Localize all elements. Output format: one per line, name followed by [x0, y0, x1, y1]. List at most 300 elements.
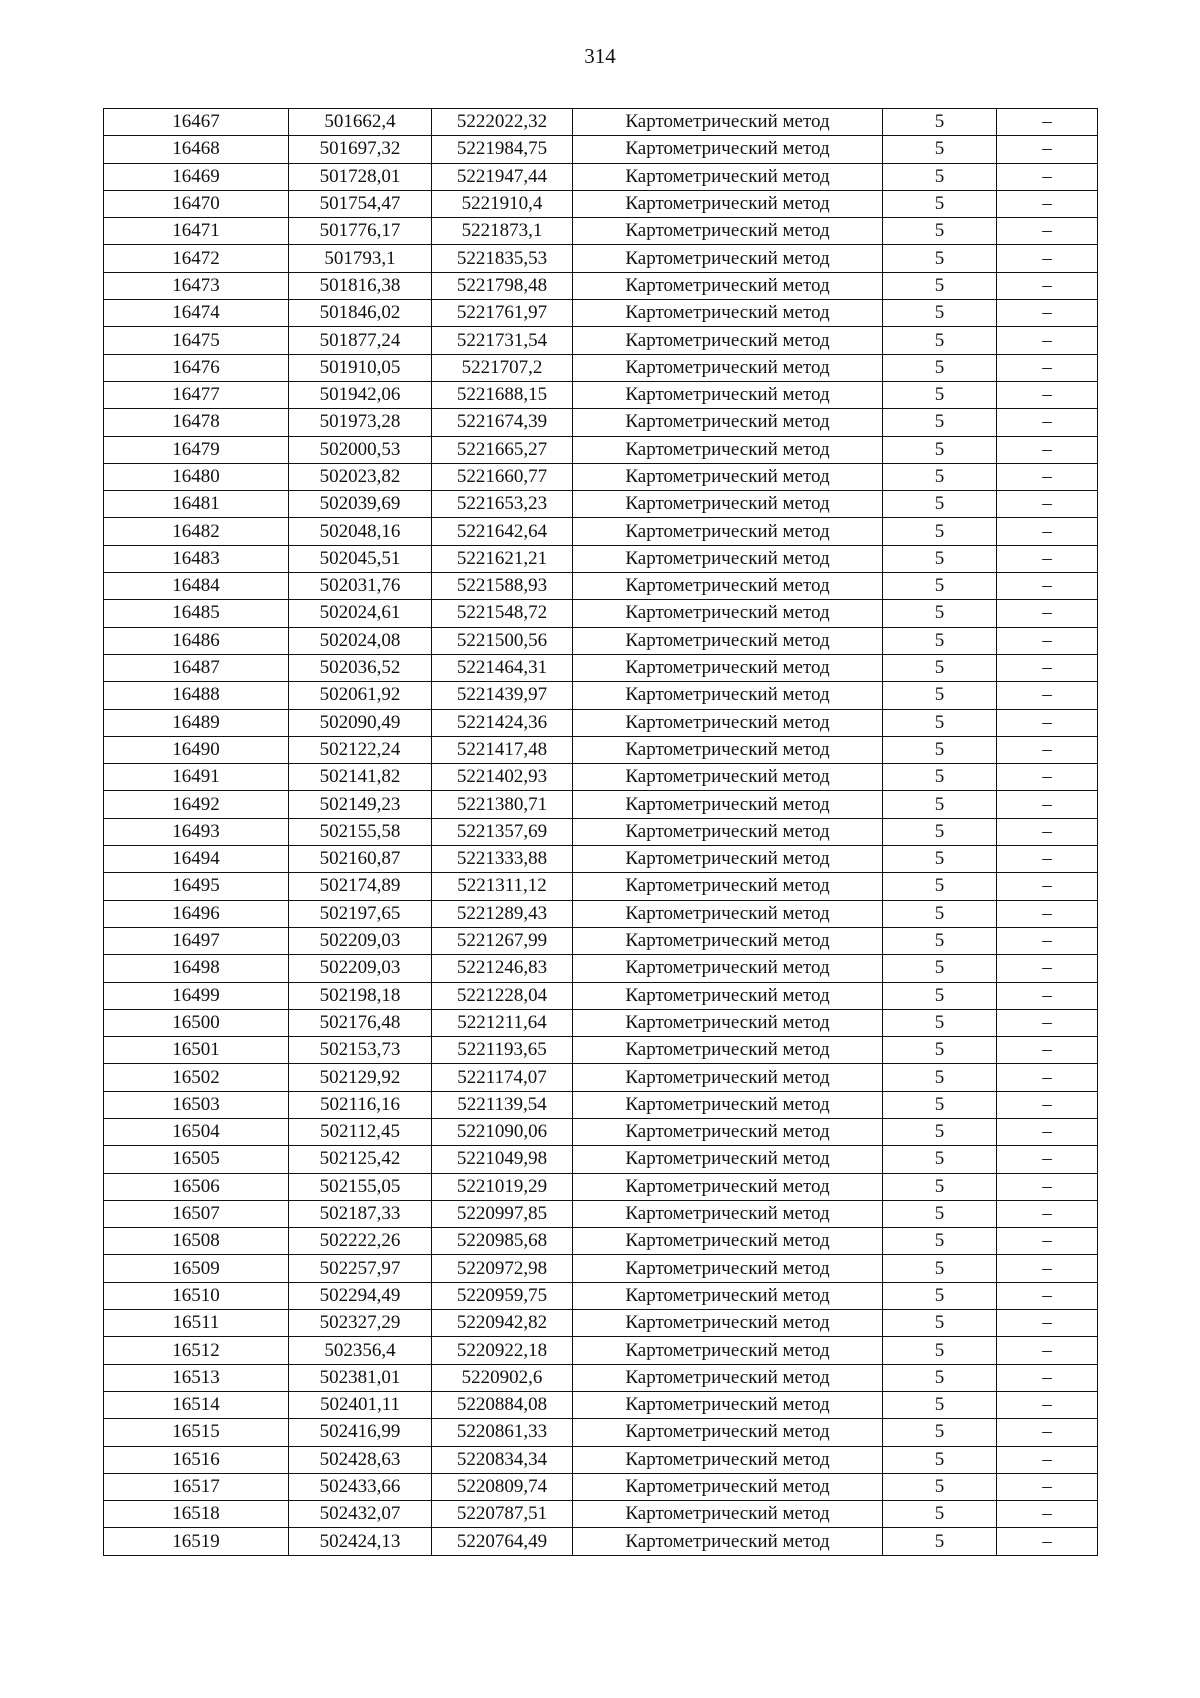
accuracy-cell: 5	[883, 709, 997, 736]
y-coordinate-cell: 5221417,48	[432, 736, 573, 763]
method-cell: Картометрический метод	[573, 982, 883, 1009]
accuracy-cell: 5	[883, 381, 997, 408]
y-coordinate-cell: 5220942,82	[432, 1310, 573, 1337]
x-coordinate-cell: 502036,52	[289, 654, 432, 681]
y-coordinate-cell: 5221761,97	[432, 300, 573, 327]
y-coordinate-cell: 5220809,74	[432, 1473, 573, 1500]
method-cell: Картометрический метод	[573, 1337, 883, 1364]
point-number-cell: 16476	[104, 354, 289, 381]
table-row	[104, 600, 1098, 627]
x-coordinate-cell: 502176,48	[289, 1009, 432, 1036]
x-coordinate-cell: 501728,01	[289, 163, 432, 190]
note-cell: –	[997, 1364, 1098, 1391]
table-row	[104, 1200, 1098, 1227]
y-coordinate-cell: 5221873,1	[432, 218, 573, 245]
table-row	[104, 545, 1098, 572]
note-cell: –	[997, 518, 1098, 545]
method-cell: Картометрический метод	[573, 218, 883, 245]
note-cell: –	[997, 163, 1098, 190]
y-coordinate-cell: 5221500,56	[432, 627, 573, 654]
y-coordinate-cell: 5220884,08	[432, 1391, 573, 1418]
point-number-cell: 16498	[104, 955, 289, 982]
note-cell: –	[997, 463, 1098, 490]
y-coordinate-cell: 5221660,77	[432, 463, 573, 490]
table-row	[104, 109, 1098, 136]
note-cell: –	[997, 982, 1098, 1009]
method-cell: Картометрический метод	[573, 1528, 883, 1555]
point-number-cell: 16510	[104, 1282, 289, 1309]
method-cell: Картометрический метод	[573, 900, 883, 927]
point-number-cell: 16492	[104, 791, 289, 818]
table-row	[104, 654, 1098, 681]
x-coordinate-cell: 502197,65	[289, 900, 432, 927]
table-row	[104, 1064, 1098, 1091]
method-cell: Картометрический метод	[573, 1091, 883, 1118]
method-cell: Картометрический метод	[573, 300, 883, 327]
accuracy-cell: 5	[883, 1391, 997, 1418]
x-coordinate-cell: 502045,51	[289, 545, 432, 572]
note-cell: –	[997, 381, 1098, 408]
y-coordinate-cell: 5221984,75	[432, 136, 573, 163]
accuracy-cell: 5	[883, 436, 997, 463]
table-row	[104, 1255, 1098, 1282]
note-cell: –	[997, 436, 1098, 463]
x-coordinate-cell: 502424,13	[289, 1528, 432, 1555]
accuracy-cell: 5	[883, 409, 997, 436]
x-coordinate-cell: 502155,05	[289, 1173, 432, 1200]
note-cell: –	[997, 109, 1098, 136]
note-cell: –	[997, 846, 1098, 873]
point-number-cell: 16515	[104, 1419, 289, 1446]
point-number-cell: 16471	[104, 218, 289, 245]
table-row	[104, 900, 1098, 927]
table-row	[104, 573, 1098, 600]
note-cell: –	[997, 900, 1098, 927]
method-cell: Картометрический метод	[573, 1118, 883, 1145]
x-coordinate-cell: 502160,87	[289, 846, 432, 873]
point-number-cell: 16516	[104, 1446, 289, 1473]
table-row	[104, 272, 1098, 299]
method-cell: Картометрический метод	[573, 245, 883, 272]
table-row	[104, 190, 1098, 217]
x-coordinate-cell: 502061,92	[289, 682, 432, 709]
x-coordinate-cell: 502209,03	[289, 955, 432, 982]
point-number-cell: 16503	[104, 1091, 289, 1118]
method-cell: Картометрический метод	[573, 1501, 883, 1528]
y-coordinate-cell: 5221424,36	[432, 709, 573, 736]
note-cell: –	[997, 327, 1098, 354]
x-coordinate-cell: 502141,82	[289, 764, 432, 791]
x-coordinate-cell: 502433,66	[289, 1473, 432, 1500]
point-number-cell: 16493	[104, 818, 289, 845]
x-coordinate-cell: 502327,29	[289, 1310, 432, 1337]
coordinates-table	[103, 108, 1098, 1556]
y-coordinate-cell: 5221674,39	[432, 409, 573, 436]
point-number-cell: 16514	[104, 1391, 289, 1418]
method-cell: Картометрический метод	[573, 163, 883, 190]
x-coordinate-cell: 502090,49	[289, 709, 432, 736]
accuracy-cell: 5	[883, 1337, 997, 1364]
x-coordinate-cell: 502039,69	[289, 491, 432, 518]
x-coordinate-cell: 502401,11	[289, 1391, 432, 1418]
y-coordinate-cell: 5221211,64	[432, 1009, 573, 1036]
accuracy-cell: 5	[883, 1310, 997, 1337]
table-row	[104, 245, 1098, 272]
note-cell: –	[997, 791, 1098, 818]
x-coordinate-cell: 501846,02	[289, 300, 432, 327]
accuracy-cell: 5	[883, 627, 997, 654]
x-coordinate-cell: 502222,26	[289, 1228, 432, 1255]
table-row	[104, 327, 1098, 354]
method-cell: Картометрический метод	[573, 873, 883, 900]
y-coordinate-cell: 5221357,69	[432, 818, 573, 845]
table-row	[104, 1337, 1098, 1364]
note-cell: –	[997, 1419, 1098, 1446]
note-cell: –	[997, 654, 1098, 681]
table-row	[104, 1501, 1098, 1528]
table-row	[104, 463, 1098, 490]
method-cell: Картометрический метод	[573, 518, 883, 545]
accuracy-cell: 5	[883, 354, 997, 381]
table-row	[104, 627, 1098, 654]
method-cell: Картометрический метод	[573, 736, 883, 763]
table-row	[104, 409, 1098, 436]
note-cell: –	[997, 1391, 1098, 1418]
y-coordinate-cell: 5220764,49	[432, 1528, 573, 1555]
table-row	[104, 300, 1098, 327]
x-coordinate-cell: 502031,76	[289, 573, 432, 600]
accuracy-cell: 5	[883, 1118, 997, 1145]
y-coordinate-cell: 5220861,33	[432, 1419, 573, 1446]
method-cell: Картометрический метод	[573, 846, 883, 873]
method-cell: Картометрический метод	[573, 1419, 883, 1446]
point-number-cell: 16517	[104, 1473, 289, 1500]
table-row	[104, 764, 1098, 791]
x-coordinate-cell: 501793,1	[289, 245, 432, 272]
accuracy-cell: 5	[883, 109, 997, 136]
note-cell: –	[997, 573, 1098, 600]
table-body	[104, 109, 1098, 1556]
y-coordinate-cell: 5221228,04	[432, 982, 573, 1009]
accuracy-cell: 5	[883, 900, 997, 927]
method-cell: Картометрический метод	[573, 682, 883, 709]
accuracy-cell: 5	[883, 1091, 997, 1118]
note-cell: –	[997, 1337, 1098, 1364]
accuracy-cell: 5	[883, 1501, 997, 1528]
point-number-cell: 16495	[104, 873, 289, 900]
x-coordinate-cell: 502198,18	[289, 982, 432, 1009]
table-row	[104, 736, 1098, 763]
method-cell: Картометрический метод	[573, 381, 883, 408]
x-coordinate-cell: 501816,38	[289, 272, 432, 299]
note-cell: –	[997, 272, 1098, 299]
accuracy-cell: 5	[883, 1446, 997, 1473]
y-coordinate-cell: 5221439,97	[432, 682, 573, 709]
method-cell: Картометрический метод	[573, 600, 883, 627]
accuracy-cell: 5	[883, 873, 997, 900]
note-cell: –	[997, 709, 1098, 736]
y-coordinate-cell: 5221464,31	[432, 654, 573, 681]
y-coordinate-cell: 5220997,85	[432, 1200, 573, 1227]
point-number-cell: 16483	[104, 545, 289, 572]
accuracy-cell: 5	[883, 764, 997, 791]
method-cell: Картометрический метод	[573, 491, 883, 518]
point-number-cell: 16479	[104, 436, 289, 463]
table-row	[104, 518, 1098, 545]
x-coordinate-cell: 502209,03	[289, 927, 432, 954]
y-coordinate-cell: 5221333,88	[432, 846, 573, 873]
accuracy-cell: 5	[883, 491, 997, 518]
table-row	[104, 1364, 1098, 1391]
x-coordinate-cell: 502294,49	[289, 1282, 432, 1309]
y-coordinate-cell: 5221380,71	[432, 791, 573, 818]
point-number-cell: 16506	[104, 1173, 289, 1200]
y-coordinate-cell: 5221588,93	[432, 573, 573, 600]
note-cell: –	[997, 955, 1098, 982]
note-cell: –	[997, 818, 1098, 845]
y-coordinate-cell: 5221688,15	[432, 381, 573, 408]
accuracy-cell: 5	[883, 136, 997, 163]
point-number-cell: 16478	[104, 409, 289, 436]
method-cell: Картометрический метод	[573, 272, 883, 299]
y-coordinate-cell: 5221019,29	[432, 1173, 573, 1200]
accuracy-cell: 5	[883, 545, 997, 572]
method-cell: Картометрический метод	[573, 409, 883, 436]
y-coordinate-cell: 5221267,99	[432, 927, 573, 954]
table-row	[104, 1228, 1098, 1255]
table-row	[104, 791, 1098, 818]
accuracy-cell: 5	[883, 1528, 997, 1555]
x-coordinate-cell: 502122,24	[289, 736, 432, 763]
point-number-cell: 16507	[104, 1200, 289, 1227]
y-coordinate-cell: 5221311,12	[432, 873, 573, 900]
accuracy-cell: 5	[883, 1009, 997, 1036]
y-coordinate-cell: 5221193,65	[432, 1037, 573, 1064]
accuracy-cell: 5	[883, 272, 997, 299]
x-coordinate-cell: 502153,73	[289, 1037, 432, 1064]
accuracy-cell: 5	[883, 846, 997, 873]
accuracy-cell: 5	[883, 163, 997, 190]
method-cell: Картометрический метод	[573, 463, 883, 490]
method-cell: Картометрический метод	[573, 1173, 883, 1200]
x-coordinate-cell: 501662,4	[289, 109, 432, 136]
x-coordinate-cell: 502155,58	[289, 818, 432, 845]
accuracy-cell: 5	[883, 1064, 997, 1091]
point-number-cell: 16494	[104, 846, 289, 873]
method-cell: Картометрический метод	[573, 709, 883, 736]
method-cell: Картометрический метод	[573, 190, 883, 217]
point-number-cell: 16499	[104, 982, 289, 1009]
y-coordinate-cell: 5220985,68	[432, 1228, 573, 1255]
point-number-cell: 16475	[104, 327, 289, 354]
point-number-cell: 16491	[104, 764, 289, 791]
x-coordinate-cell: 501697,32	[289, 136, 432, 163]
note-cell: –	[997, 736, 1098, 763]
accuracy-cell: 5	[883, 1200, 997, 1227]
y-coordinate-cell: 5222022,32	[432, 109, 573, 136]
point-number-cell: 16473	[104, 272, 289, 299]
y-coordinate-cell: 5221621,21	[432, 545, 573, 572]
table-row	[104, 1009, 1098, 1036]
method-cell: Картометрический метод	[573, 1282, 883, 1309]
method-cell: Картометрический метод	[573, 573, 883, 600]
x-coordinate-cell: 502129,92	[289, 1064, 432, 1091]
accuracy-cell: 5	[883, 791, 997, 818]
table-row	[104, 682, 1098, 709]
point-number-cell: 16490	[104, 736, 289, 763]
x-coordinate-cell: 501877,24	[289, 327, 432, 354]
point-number-cell: 16472	[104, 245, 289, 272]
y-coordinate-cell: 5221665,27	[432, 436, 573, 463]
point-number-cell: 16469	[104, 163, 289, 190]
accuracy-cell: 5	[883, 245, 997, 272]
accuracy-cell: 5	[883, 818, 997, 845]
note-cell: –	[997, 300, 1098, 327]
y-coordinate-cell: 5221947,44	[432, 163, 573, 190]
accuracy-cell: 5	[883, 1037, 997, 1064]
method-cell: Картометрический метод	[573, 627, 883, 654]
accuracy-cell: 5	[883, 955, 997, 982]
method-cell: Картометрический метод	[573, 545, 883, 572]
table-row	[104, 873, 1098, 900]
accuracy-cell: 5	[883, 1173, 997, 1200]
x-coordinate-cell: 502125,42	[289, 1146, 432, 1173]
accuracy-cell: 5	[883, 300, 997, 327]
note-cell: –	[997, 1528, 1098, 1555]
table-row	[104, 955, 1098, 982]
method-cell: Картометрический метод	[573, 1255, 883, 1282]
table-row	[104, 1146, 1098, 1173]
table-row	[104, 1282, 1098, 1309]
y-coordinate-cell: 5220972,98	[432, 1255, 573, 1282]
note-cell: –	[997, 1118, 1098, 1145]
x-coordinate-cell: 502257,97	[289, 1255, 432, 1282]
point-number-cell: 16500	[104, 1009, 289, 1036]
point-number-cell: 16504	[104, 1118, 289, 1145]
y-coordinate-cell: 5221139,54	[432, 1091, 573, 1118]
point-number-cell: 16477	[104, 381, 289, 408]
table-row	[104, 1391, 1098, 1418]
accuracy-cell: 5	[883, 1473, 997, 1500]
table-row	[104, 1118, 1098, 1145]
table-row	[104, 1419, 1098, 1446]
y-coordinate-cell: 5221731,54	[432, 327, 573, 354]
x-coordinate-cell: 501910,05	[289, 354, 432, 381]
note-cell: –	[997, 190, 1098, 217]
table-row	[104, 436, 1098, 463]
note-cell: –	[997, 1173, 1098, 1200]
y-coordinate-cell: 5221835,53	[432, 245, 573, 272]
y-coordinate-cell: 5221049,98	[432, 1146, 573, 1173]
x-coordinate-cell: 502187,33	[289, 1200, 432, 1227]
accuracy-cell: 5	[883, 1282, 997, 1309]
x-coordinate-cell: 502000,53	[289, 436, 432, 463]
method-cell: Картометрический метод	[573, 791, 883, 818]
accuracy-cell: 5	[883, 1364, 997, 1391]
point-number-cell: 16486	[104, 627, 289, 654]
note-cell: –	[997, 764, 1098, 791]
x-coordinate-cell: 502024,08	[289, 627, 432, 654]
note-cell: –	[997, 245, 1098, 272]
note-cell: –	[997, 1473, 1098, 1500]
x-coordinate-cell: 501776,17	[289, 218, 432, 245]
x-coordinate-cell: 502174,89	[289, 873, 432, 900]
method-cell: Картометрический метод	[573, 1200, 883, 1227]
accuracy-cell: 5	[883, 518, 997, 545]
point-number-cell: 16485	[104, 600, 289, 627]
note-cell: –	[997, 136, 1098, 163]
note-cell: –	[997, 1146, 1098, 1173]
note-cell: –	[997, 1501, 1098, 1528]
note-cell: –	[997, 1228, 1098, 1255]
x-coordinate-cell: 502416,99	[289, 1419, 432, 1446]
table-row	[104, 381, 1098, 408]
point-number-cell: 16484	[104, 573, 289, 600]
x-coordinate-cell: 502356,4	[289, 1337, 432, 1364]
accuracy-cell: 5	[883, 982, 997, 1009]
table-row	[104, 927, 1098, 954]
point-number-cell: 16511	[104, 1310, 289, 1337]
x-coordinate-cell: 502112,45	[289, 1118, 432, 1145]
y-coordinate-cell: 5220787,51	[432, 1501, 573, 1528]
point-number-cell: 16501	[104, 1037, 289, 1064]
x-coordinate-cell: 502149,23	[289, 791, 432, 818]
point-number-cell: 16468	[104, 136, 289, 163]
point-number-cell: 16470	[104, 190, 289, 217]
note-cell: –	[997, 1091, 1098, 1118]
x-coordinate-cell: 502024,61	[289, 600, 432, 627]
method-cell: Картометрический метод	[573, 1391, 883, 1418]
method-cell: Картометрический метод	[573, 927, 883, 954]
method-cell: Картометрический метод	[573, 818, 883, 845]
point-number-cell: 16505	[104, 1146, 289, 1173]
method-cell: Картометрический метод	[573, 1228, 883, 1255]
note-cell: –	[997, 873, 1098, 900]
y-coordinate-cell: 5221653,23	[432, 491, 573, 518]
method-cell: Картометрический метод	[573, 1037, 883, 1064]
y-coordinate-cell: 5221402,93	[432, 764, 573, 791]
accuracy-cell: 5	[883, 927, 997, 954]
table-row	[104, 1446, 1098, 1473]
table-row	[104, 1310, 1098, 1337]
table-row	[104, 982, 1098, 1009]
point-number-cell: 16519	[104, 1528, 289, 1555]
accuracy-cell: 5	[883, 573, 997, 600]
y-coordinate-cell: 5220922,18	[432, 1337, 573, 1364]
method-cell: Картометрический метод	[573, 436, 883, 463]
note-cell: –	[997, 682, 1098, 709]
accuracy-cell: 5	[883, 1255, 997, 1282]
method-cell: Картометрический метод	[573, 1064, 883, 1091]
x-coordinate-cell: 502432,07	[289, 1501, 432, 1528]
method-cell: Картометрический метод	[573, 955, 883, 982]
point-number-cell: 16467	[104, 109, 289, 136]
accuracy-cell: 5	[883, 736, 997, 763]
method-cell: Картометрический метод	[573, 1009, 883, 1036]
y-coordinate-cell: 5221910,4	[432, 190, 573, 217]
note-cell: –	[997, 1009, 1098, 1036]
table-row	[104, 818, 1098, 845]
note-cell: –	[997, 491, 1098, 518]
note-cell: –	[997, 1446, 1098, 1473]
table-row	[104, 136, 1098, 163]
note-cell: –	[997, 1282, 1098, 1309]
table-row	[104, 1473, 1098, 1500]
table-row	[104, 218, 1098, 245]
point-number-cell: 16496	[104, 900, 289, 927]
method-cell: Картометрический метод	[573, 1310, 883, 1337]
point-number-cell: 16518	[104, 1501, 289, 1528]
